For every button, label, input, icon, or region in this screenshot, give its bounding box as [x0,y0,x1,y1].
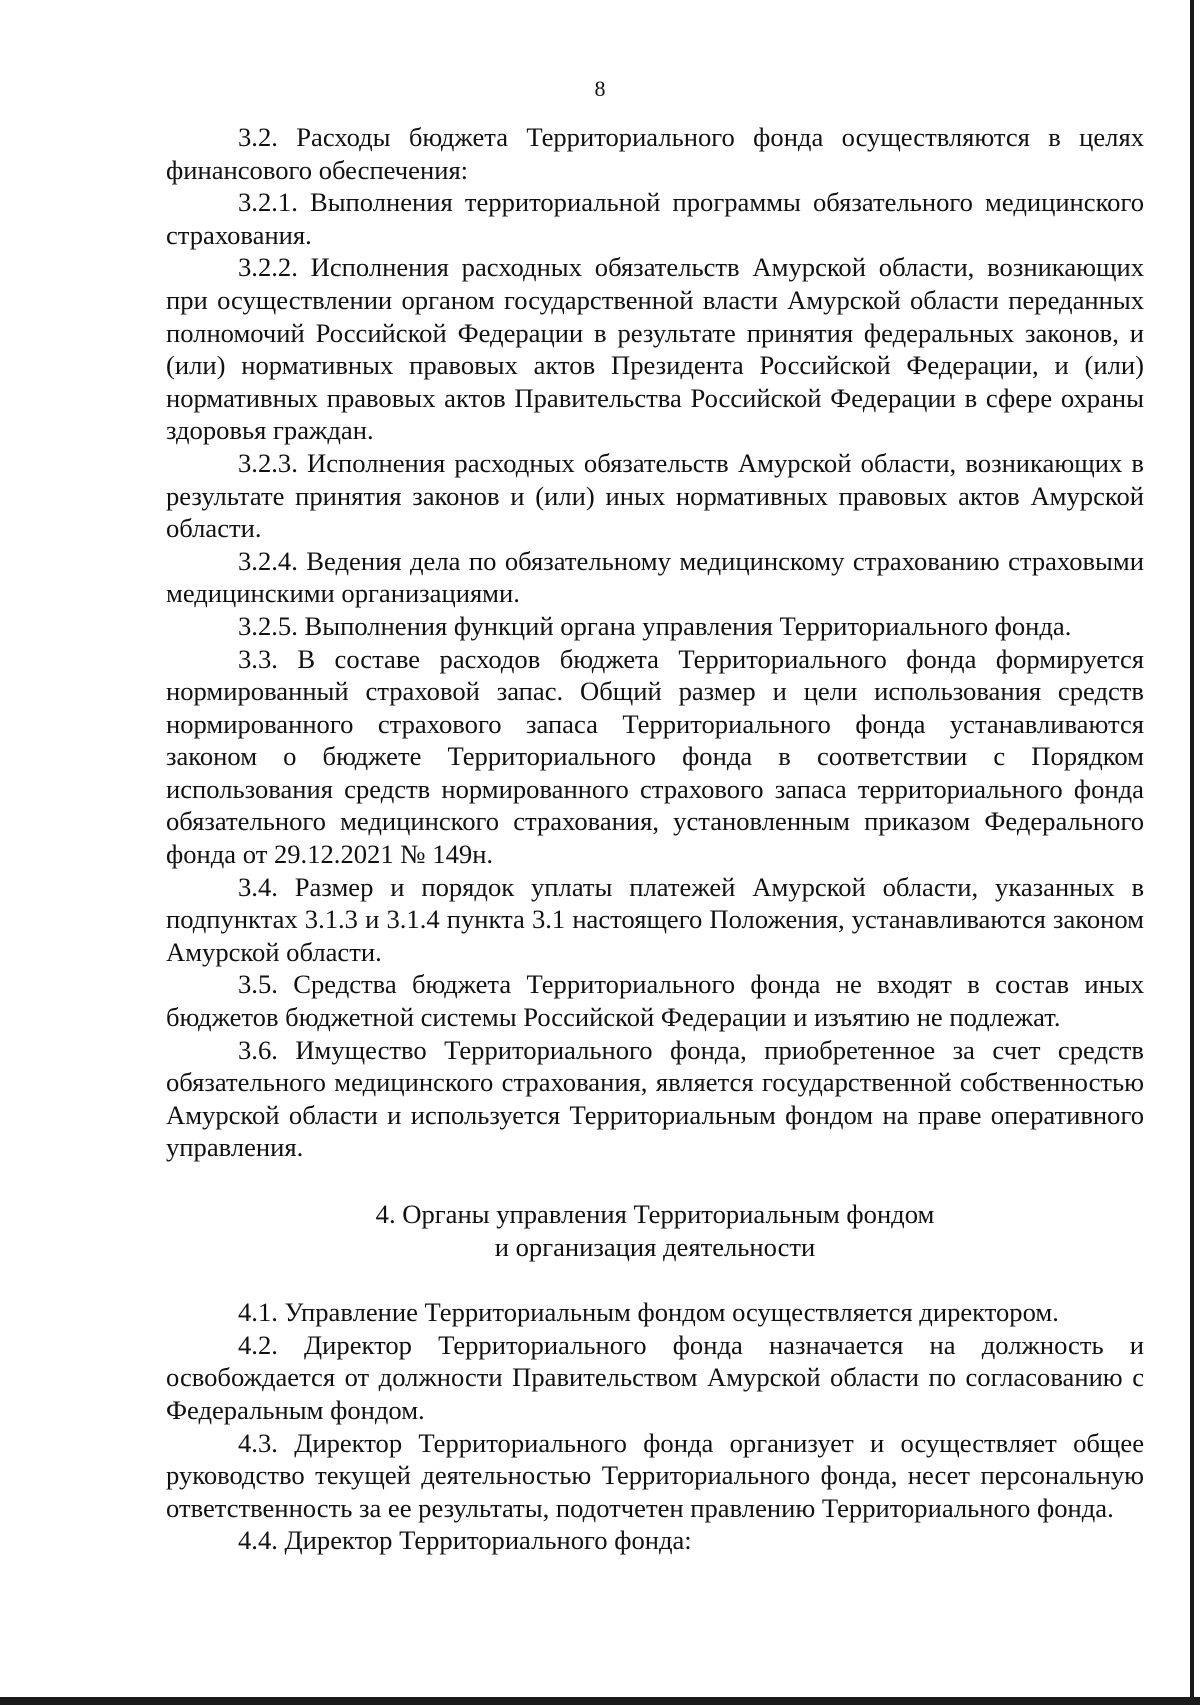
section-4-heading-line1: 4. Органы управления Территориальным фондом [375,1199,935,1229]
paragraph-3-5: 3.5. Средства бюджета Территориального фонда не входят в состав иных бюджетов бюджетной системы Российской Федерации и изъятию не подлежат. [166,969,1144,1033]
section-4-heading-line2: и организация деятельности [494,1231,816,1262]
paragraph-3-2-2: 3.2.2. Исполнения расходных обязательств Амурской области, возникающих при осуществлении органом государственной власти Амурской области переданных полномочий Российской Федерации в результате принятия федеральных законов, и (или) нормативных правовых актов Президента Российской Федерации, и (или) нормативных правовых актов Правительства Российской Федерации в сфере охраны здоровья граждан. [166,252,1144,446]
paragraph-4-4: 4.4. Директор Территориального фонда: [238,1525,692,1556]
document-body [166,121,1144,1557]
paragraph-4-1: 4.1. Управление Территориальным фондом осуществляется директором. [238,1297,1059,1328]
paragraph-3-2-5: 3.2.5. Выполнения функций органа управления Территориального фонда. [238,610,1072,641]
section-4-heading [166,1198,1144,1263]
paragraph-4-2: 4.2. Директор Территориального фонда назначается на должность и освобождается от должности Правительством Амурской области по согласованию с Федеральным фондом. [166,1329,1144,1425]
paragraph-3-2-4: 3.2.4. Ведения дела по обязательному медицинскому страхованию страховыми медицинскими организациями. [166,545,1144,609]
paragraph-3-6: 3.6. Имущество Территориального фонда, приобретенное за счет средств обязательного медицинского страхования, является государственной собственностью Амурской области и используется Территориальным фондом на праве оперативного управления. [166,1034,1144,1163]
paragraph-3-2: 3.2. Расходы бюджета Территориального фонда осуществляются в целях финансового обеспечения: [166,122,1144,185]
paragraph-3-2-3: 3.2.3. Исполнения расходных обязательств Амурской области, возникающих в результате принятия законов и (или) иных нормативных правовых актов Амурской области. [166,447,1144,544]
paragraph-3-2-1: 3.2.1. Выполнения территориальной программы обязательного медицинского страхования. [166,187,1144,250]
scan-edge-bottom [0,1697,1200,1705]
page-number: 8 [594,76,606,101]
paragraph-3-3: 3.3. В составе расходов бюджета Территориального фонда формируется нормированный страховой запас. Общий размер и цели использования средств нормированного страхового запаса Территориального фонда устанавливаются законом о бюджете Территориального фонда в соответствии с Порядком использования средств нормированного страхового запаса территориального фонда обязательного медицинского страхования, установленным приказом Федерального фонда от 29.12.2021 № 149н. [166,643,1144,870]
paragraph-3-4: 3.4. Размер и порядок уплаты платежей Амурской области, указанных в подпунктах 3.1.3 и 3.1.4 пункта 3.1 настоящего Положения, устанавливаются законом Амурской области. [166,871,1144,967]
scan-edge-right [1190,0,1194,1705]
paragraph-4-3: 4.3. Директор Территориального фонда организует и осуществляет общее руководство текущей деятельностью Территориального фонда, несет персональную ответственность за ее результаты, подотчетен правлению Территориального фонда. [166,1427,1144,1523]
